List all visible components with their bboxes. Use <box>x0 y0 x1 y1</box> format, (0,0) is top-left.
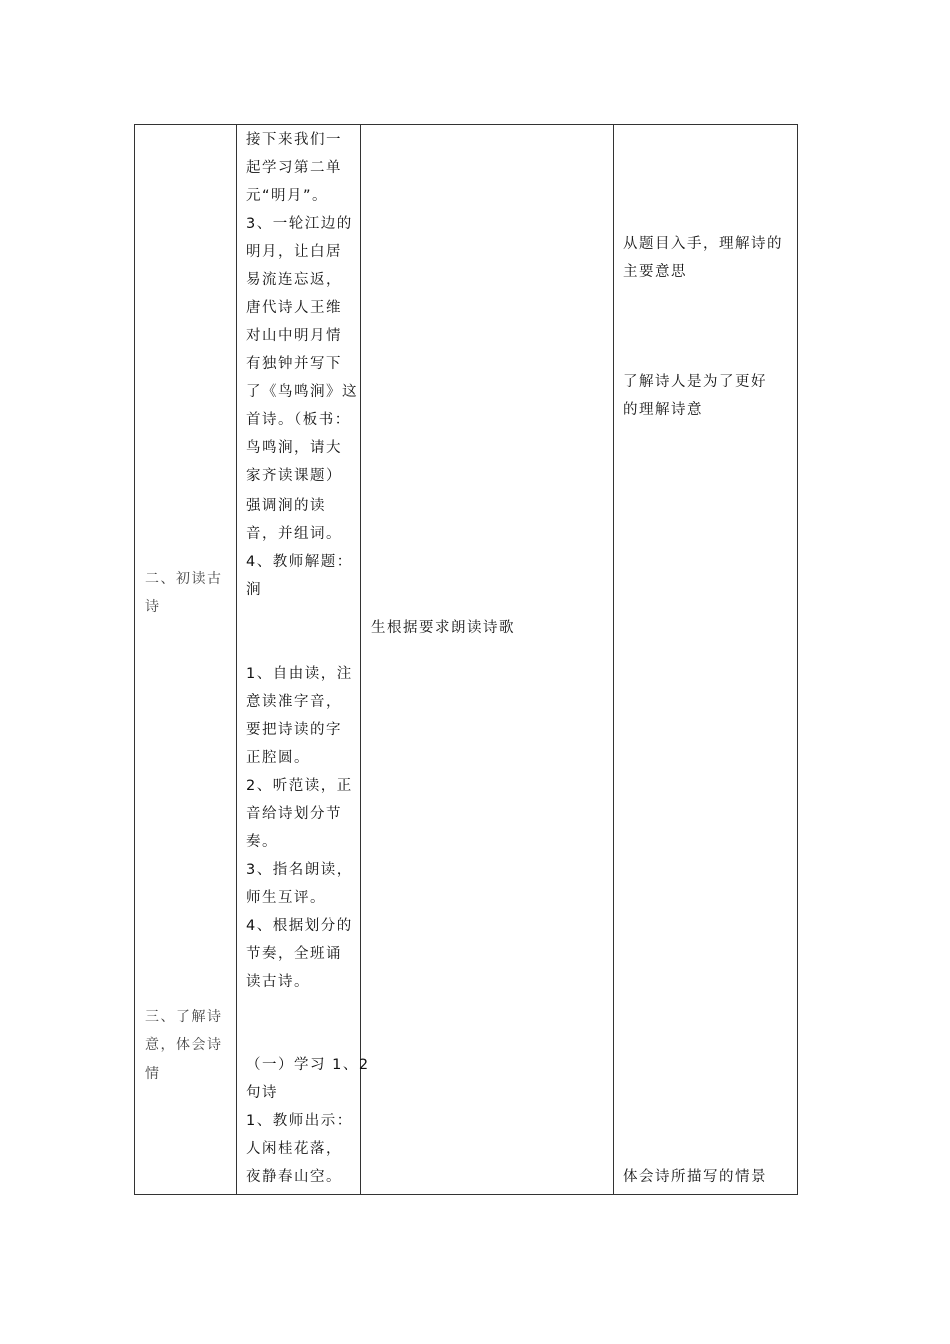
teacher-text-line: 夜静春山空。 <box>246 1169 342 1185</box>
teacher-text-line: 要把诗读的字 <box>246 722 342 738</box>
teacher-text-line: 了《鸟鸣涧》这 <box>246 384 358 400</box>
teacher-text-line: 奏。 <box>246 834 278 850</box>
lesson-table <box>134 124 798 1195</box>
intent-text-line: 了解诗人是为了更好 <box>623 374 767 390</box>
intent-text-line: 主要意思 <box>623 264 687 280</box>
teacher-text-line: （一）学习 1、2 <box>246 1057 370 1073</box>
teacher-text-line: 1、教师出示： <box>246 1113 353 1129</box>
teacher-text-line: 鸟鸣涧，请大 <box>246 440 342 456</box>
intent-text-line: 体会诗所描写的情景 <box>623 1169 767 1185</box>
teacher-text-line: 明月，让白居 <box>246 244 342 260</box>
teacher-text-line: 意读准字音， <box>246 694 342 710</box>
teacher-text-line: 首诗。（板书： <box>246 412 351 428</box>
column-divider <box>360 124 361 1195</box>
column-divider <box>613 124 614 1195</box>
teacher-text-line: 接下来我们一 <box>246 132 342 148</box>
teacher-text-line: 读古诗。 <box>246 974 310 990</box>
teacher-text-line: 元“明月”。 <box>246 188 329 204</box>
teacher-text-line: 3、指名朗读， <box>246 862 353 878</box>
teacher-text-line: 唐代诗人王维 <box>246 300 342 316</box>
student-text-line: 生根据要求朗读诗歌 <box>371 620 515 636</box>
teacher-text-line: 4、教师解题： <box>246 554 353 570</box>
teacher-text-line: 2、听范读，正 <box>246 778 353 794</box>
teacher-text-line: 起学习第二单 <box>246 160 342 176</box>
intent-text-line: 从题目入手，理解诗的 <box>623 236 783 252</box>
teacher-text-line: 音给诗划分节 <box>246 806 342 822</box>
column-divider <box>236 124 237 1195</box>
stage-3-title-line-3: 情 <box>145 1066 161 1082</box>
teacher-text-line: 易流连忘返， <box>246 272 342 288</box>
intent-text-line: 的理解诗意 <box>623 402 703 418</box>
teacher-text-line: 强调涧的读 <box>246 498 326 514</box>
stage-3-title-line-2: 意，体会诗 <box>145 1037 223 1053</box>
teacher-text-line: 人闲桂花落， <box>246 1141 342 1157</box>
teacher-text-line: 音，并组词。 <box>246 526 342 542</box>
teacher-text-line: 对山中明月情 <box>246 328 342 344</box>
stage-3-title-line-1: 三、了解诗 <box>145 1009 223 1025</box>
teacher-text-line: 1、自由读，注 <box>246 666 353 682</box>
stage-2-title-line-1: 二、初读古 <box>145 571 223 587</box>
teacher-text-line: 4、根据划分的 <box>246 918 353 934</box>
teacher-text-line: 涧 <box>246 582 262 598</box>
teacher-text-line: 家齐读课题） <box>246 468 342 484</box>
teacher-text-line: 句诗 <box>246 1085 278 1101</box>
stage-2-title-line-2: 诗 <box>145 599 161 615</box>
teacher-text-line: 节奏，全班诵 <box>246 946 342 962</box>
teacher-text-line: 有独钟并写下 <box>246 356 342 372</box>
teacher-text-line: 3、一轮江边的 <box>246 216 353 232</box>
teacher-text-line: 正腔圆。 <box>246 750 310 766</box>
teacher-text-line: 师生互评。 <box>246 890 326 906</box>
